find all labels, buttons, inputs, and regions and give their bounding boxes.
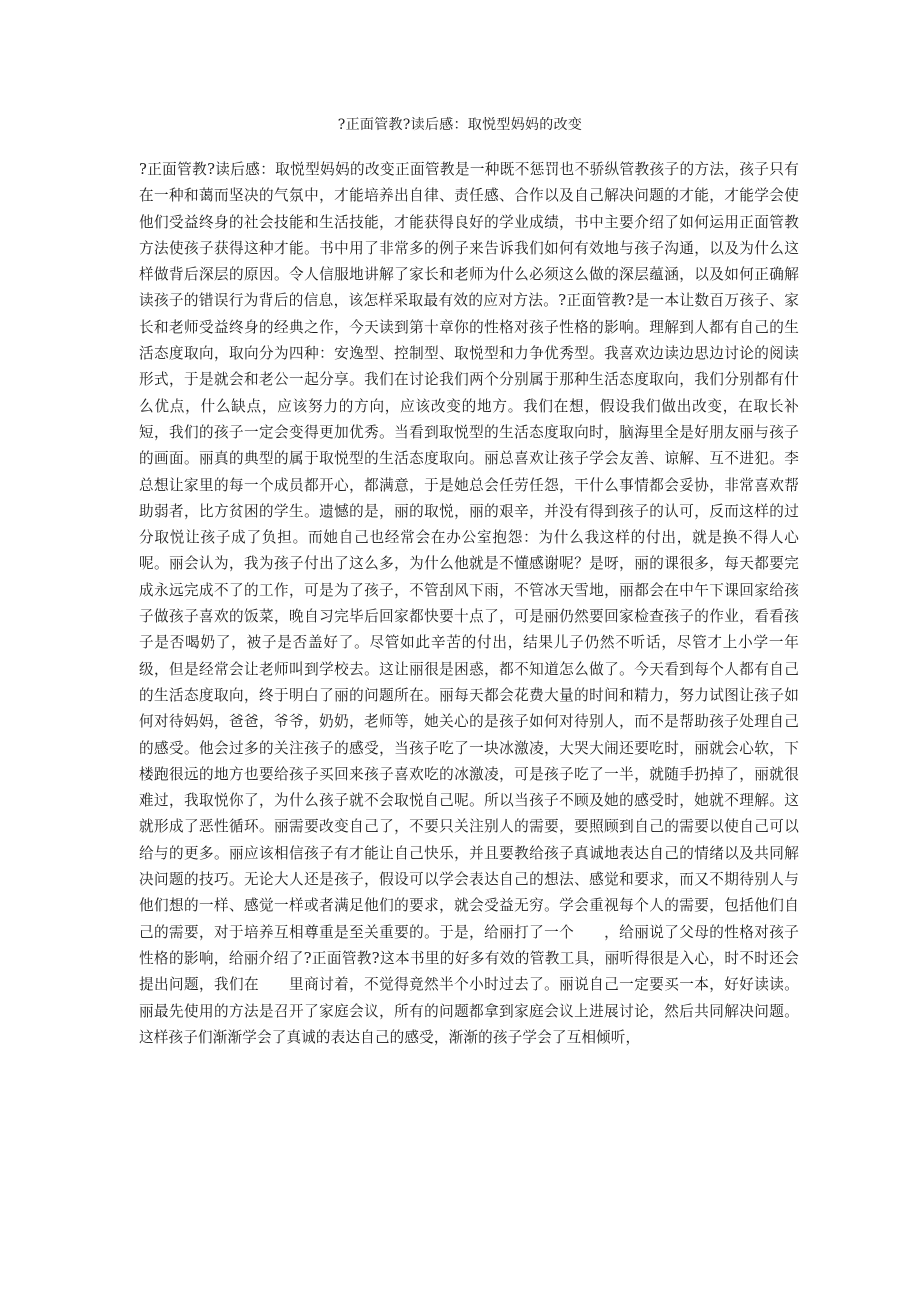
document-body: ?正面管教?读后感：取悦型妈妈的改变正面管教是一种既不惩罚也不骄纵管教孩子的方法，孩子只有在一种和蔼而坚决的气氛中，才能培养出自律、责任感、合作以及自己解决问题的才能，才能学会使他们受益终身的社会技能和生活技能，才能获得良好的学业成绩，书中主要介绍了如何运用正面管教方法使孩子获得这种才能。书中用了非常多的例子来告诉我们如何有效地与孩子沟通，以及为什么这样做背后深层的原因。令人信服地讲解了家长和老师为什么必须这么做的深层蕴涵，以及如何正确解读孩子的错误行为背后的信息，该怎样采取最有效的应对方法。?正面管教?是一本让数百万孩子、家长和老师受益终身的经典之作，今天读到第十章你的性格对孩子性格的影响。理解到人都有自己的生活态度取向，取向分为四种：安逸型、控制型、取悦型和力争优秀型。我喜欢边读边思边讨论的阅读形式，于是就会和老公一起分享。我们在讨论我们两个分别属于那种生活态度取向，我们分别都有什么优点，什么缺点，应该努力的方向，应该改变的地方。我们在想，假设我们做出改变，在取长补短，我们的孩子一定会变得更加优秀。当看到取悦型的生活态度取向时，脑海里全是好朋友丽与孩子的画面。丽真的典型的属于取悦型的生活态度取向。丽总喜欢让孩子学会友善、谅解、互不进犯。李总想让家里的每一个成员都开心，都满意，于是她总会任劳任怨，干什么事情都会妥协，非常喜欢帮助弱者，比方贫困的学生。遗憾的是，丽的取悦，丽的艰辛，并没有得到孩子的认可，反而这样的过分取悦让孩子成了负担。而她自己也经常会在办公室抱怨：为什么我这样的付出，就是换不得人心呢。丽会认为，我为孩子付出了这么多，为什么他就是不懂感谢呢？是呀，丽的课很多，每天都要完成永远完成不了的工作，可是为了孩子，不管刮风下雨，不管冰天雪地，丽都会在中午下课回家给孩子做孩子喜欢的饭菜，晚自习完毕后回家都快要十点了，可是丽仍然要回家检查孩子的作业，看看孩子是否喝奶了，被子是否盖好了。尽管如此辛苦的付出，结果儿子仍然不听话，尽管才上小学一年级，但是经常会让老师叫到学校去。这让丽很是困惑，都不知道怎么做了。今天看到每个人都有自己的生活态度取向，终于明白了丽的问题所在。丽每天都会花费大量的时间和精力，努力试图让孩子如何对待妈妈，爸爸，爷爷，奶奶，老师等，她关心的是孩子如何对待别人，而不是帮助孩子处理自己的感受。他会过多的关注孩子的感受，当孩子吃了一块冰激凌，大哭大闹还要吃时，丽就会心软，下楼跑很远的地方也要给孩子买回来孩子喜欢吃的冰激凌，可是孩子吃了一半，就随手扔掉了，丽就很难过，我取悦你了，为什么孩子就不会取悦自己呢。所以当孩子不顾及她的感受时，她就不理解。这就形成了恶性循环。丽需要改变自己了，不要只关注别人的需要，要照顾到自己的需要以使自己可以给与的更多。丽应该相信孩子有才能让自己快乐，并且要教给孩子真诚地表达自己的情绪以及共同解决问题的技巧。无论大人还是孩子，假设可以学会表达自己的想法、感觉和要求，而又不期待别人与他们想的一样、感觉一样或者满足他们的要求，就会受益无穷。学会重视每个人的需要，包括他们自己的需要，对于培养互相尊重是至关重要的。于是，给丽打了一个 ，给丽说了父母的性格对孩子性格的影响，给丽介绍了?正面管教?这本书里的好多有效的管教工具，丽听得很是入心，时不时还会提出问题，我们在 里商讨着，不觉得竟然半个小时过去了。丽说自己一定要买一本，好好读读。丽最先使用的方法是召开了家庭会议，所有的问题都拿到家庭会议上进展讨论，然后共同解决问题。这样孩子们渐渐学会了真诚的表达自己的感受，渐渐的孩子学会了互相倾听， <box>139 161 799 1046</box>
document-title: ?正面管教?读后感：取悦型妈妈的改变 <box>337 117 583 133</box>
